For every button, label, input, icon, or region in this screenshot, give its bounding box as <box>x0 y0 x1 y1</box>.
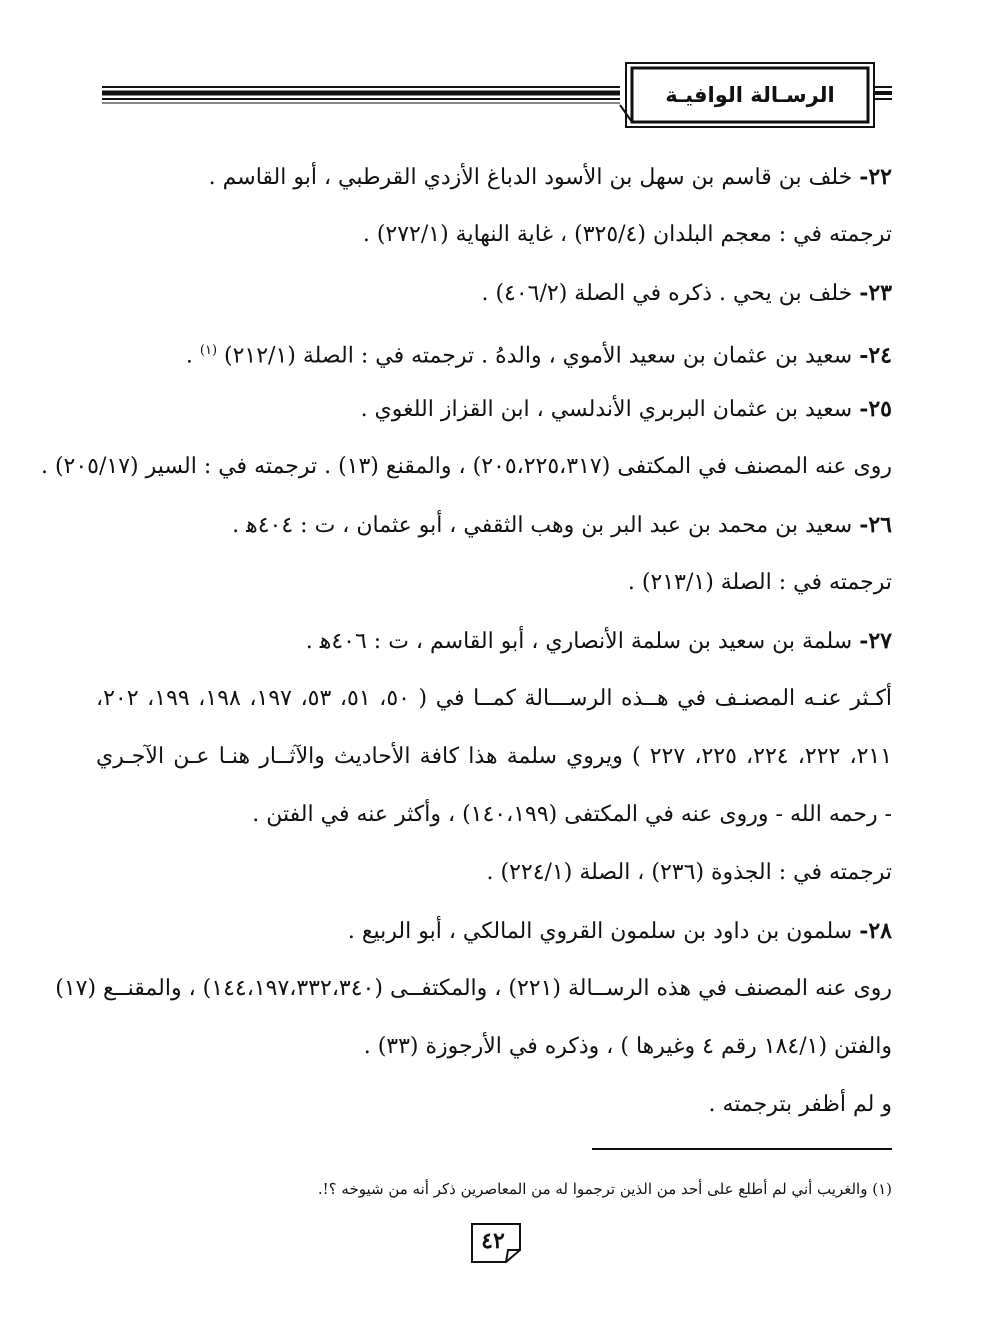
line-text: - رحمه الله - وروى عنه في المكتفى (١٤٠،١٩٩) ، وأكثر عنه في الفتن . <box>252 802 892 827</box>
entry-number: ٢٢- <box>859 164 892 190</box>
entry-number: ٢٤- <box>859 342 892 369</box>
text-line <box>96 1018 892 1076</box>
line-text: سلمة بن سعيد بن سلمة الأنصاري ، أبو القاسم ، ت : ٤٠٦ﻫ . <box>305 629 860 654</box>
entry-number: ٢٥- <box>859 396 892 422</box>
footnote-marker: (١) <box>199 343 218 358</box>
entry-number: ٢٣- <box>859 280 892 306</box>
text-line <box>96 670 892 728</box>
main-text <box>40 148 893 1134</box>
header-title: الرسـالة الوافيـة <box>665 83 835 107</box>
page-header <box>96 60 892 130</box>
text-line <box>96 496 892 554</box>
line-text: ترجمته في : الجذوة (٢٣٦) ، الصلة (٢٢٤/١) . <box>486 860 892 885</box>
line-text: ترجمته في : الصلة (٢١٣/١) . <box>627 570 892 595</box>
line-text: سعيد بن محمد بن عبد البر بن وهب الثقفي ، أبو عثمان ، ت : ٤٠٤ﻫ . <box>232 513 860 538</box>
line-text: روى عنه المصنف في المكتفى (٢٠٥،٢٢٥،٣١٧) ، والمقنع (١٣) . ترجمته في : السير (٢٠٥/١٧) . <box>40 454 892 479</box>
text-line <box>96 380 892 438</box>
page-number: ٤٢ <box>481 1228 505 1254</box>
entry-number: ٢٦- <box>859 512 892 538</box>
line-text: أكـثر عنـه المصنـف في هــذه الرســـالة كمــا في ( ٥٠، ٥١، ٥٣، ١٩٧، ١٩٨، ١٩٩، ٢٠٢، <box>96 686 893 711</box>
line-text: سعيد بن عثمان البربري الأندلسي ، ابن القزاز اللغوي . <box>360 397 860 422</box>
entry-number: ٢٨- <box>859 918 892 944</box>
line-text: خلف بن قاسم بن سهل بن الأسود الدباغ الأزدي القرطبي ، أبو القاسم . <box>208 165 860 190</box>
text-line <box>96 554 892 612</box>
text-line <box>55 960 892 1018</box>
text-line <box>96 902 892 960</box>
line-tail: . <box>185 343 200 369</box>
line-text: ترجمته في : معجم البلدان (٣٢٥/٤) ، غاية النهاية (٢٧٢/١) . <box>362 222 892 247</box>
entry-number: ٢٧- <box>859 628 892 654</box>
line-text: والفتن (١٨٤/١ رقم ٤ وغيرها ) ، وذكره في الأرجوزة (٣٣) . <box>363 1034 892 1059</box>
line-text: روى عنه المصنف في هذه الرســالة (٢٢١) ، والمكتفــى (١٤٤،١٩٧،٣٣٢،٣٤٠) ، والمقنــع (١٧) <box>55 976 892 1001</box>
line-text: خلف بن يحي . ذكره في الصلة (٤٠٦/٢) . <box>481 281 860 306</box>
footnote: (١) والغريب أني لم أطلع على أحد من الذين ترجموا له من المعاصرين ذكر أنه من شيوخه ؟!. <box>317 1180 892 1198</box>
text-line <box>96 264 892 322</box>
text-line <box>96 206 892 264</box>
text-line <box>96 148 892 206</box>
line-text: سلمون بن داود بن سلمون القروي المالكي ، أبو الربيع . <box>347 919 860 944</box>
text-line <box>96 612 892 670</box>
line-text: و لم أظفر بترجمته . <box>708 1092 892 1117</box>
footnote-separator <box>592 1148 892 1150</box>
text-line <box>40 438 892 496</box>
text-line <box>96 844 892 902</box>
text-line <box>96 728 892 786</box>
text-line <box>96 786 892 844</box>
line-text: سعيد بن عثمان بن سعيد الأموي ، والدهُ . ترجمته في : الصلة (٢١٢/١) <box>217 343 860 369</box>
page-number-box <box>470 1222 524 1264</box>
line-text: ٢١١، ٢٢٢، ٢٢٤، ٢٢٥، ٢٢٧ ) ويروي سلمة هذا كافة الأحاديث والآثــار هنـا عـن الآجـري <box>96 744 893 769</box>
text-line <box>96 322 892 380</box>
text-line <box>96 1076 892 1134</box>
